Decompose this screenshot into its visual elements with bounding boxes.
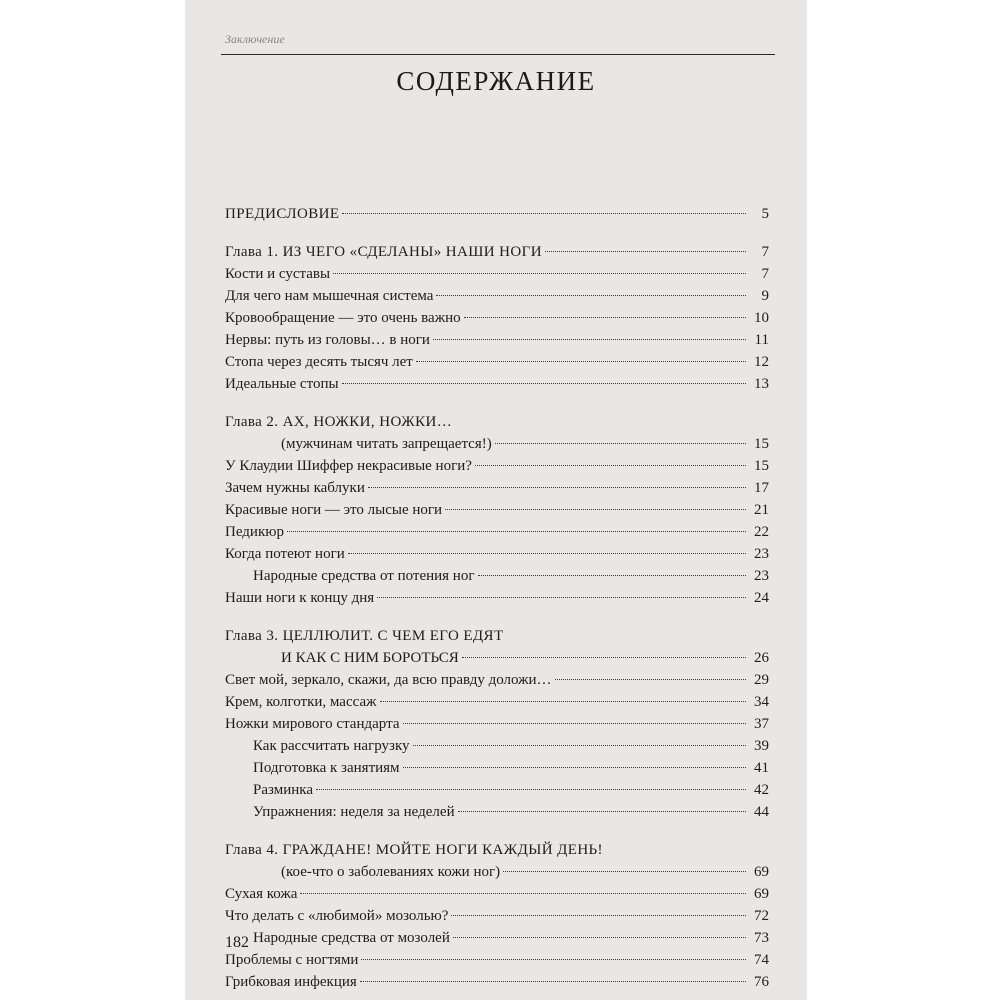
dot-leader — [368, 487, 746, 488]
toc-entry — [225, 455, 769, 477]
toc-entry-page: 41 — [754, 760, 769, 776]
dot-leader — [495, 443, 746, 444]
toc-entry-page: 29 — [754, 672, 769, 688]
dot-leader — [316, 789, 746, 790]
toc-entry — [225, 433, 769, 455]
toc-entry — [225, 263, 769, 285]
toc-entry — [225, 757, 769, 779]
toc-entry-title: Проблемы с ногтями — [225, 952, 359, 968]
toc-entry-title: Кровообращение — это очень важно — [225, 310, 461, 326]
toc-entry-page: 44 — [754, 804, 769, 820]
dot-leader — [380, 701, 747, 702]
toc-entry-page: 15 — [754, 458, 769, 474]
dot-leader — [555, 679, 746, 680]
toc-entry — [225, 565, 769, 587]
toc-entry — [225, 477, 769, 499]
toc-entry-page: 34 — [754, 694, 769, 710]
toc-chapter-entry — [225, 203, 769, 225]
toc-entry — [225, 499, 769, 521]
toc-entry — [225, 971, 769, 993]
toc-entry-page: 9 — [761, 288, 769, 304]
toc-entry-title: И КАК С НИМ БОРОТЬСЯ — [281, 650, 459, 666]
toc-entry — [225, 307, 769, 329]
toc-chapter-heading: Глава 4. ГРАЖДАНЕ! МОЙТЕ НОГИ КАЖДЫЙ ДЕНЬ! — [225, 842, 603, 858]
toc-entry-title: Грибковая инфекция — [225, 974, 357, 990]
dot-leader — [433, 339, 746, 340]
dot-leader — [475, 465, 746, 466]
toc-entry-page: 69 — [754, 864, 769, 880]
toc-entry — [225, 329, 769, 351]
dot-leader — [300, 893, 746, 894]
toc-chapter-entry — [225, 241, 769, 263]
toc-entry — [225, 779, 769, 801]
toc-entry-page: 15 — [754, 436, 769, 452]
toc-entry-title: Для чего нам мышечная система — [225, 288, 434, 304]
toc-entry — [225, 669, 769, 691]
page-number: 182 — [225, 934, 249, 951]
toc-entry-title: Когда потеют ноги — [225, 546, 345, 562]
dot-leader — [403, 723, 747, 724]
toc-entry-page: 12 — [754, 354, 769, 370]
toc-entry-title: Что делать с «любимой» мозолью? — [225, 908, 449, 924]
dot-leader — [377, 597, 746, 598]
header-rule — [221, 54, 775, 55]
toc-entry-page: 73 — [754, 930, 769, 946]
toc-entry-title: Как рассчитать нагрузку — [253, 738, 410, 754]
toc-entry-title: Подготовка к занятиям — [253, 760, 400, 776]
toc-entry-page: 10 — [754, 310, 769, 326]
toc-entry-page: 23 — [754, 568, 769, 584]
toc-entry — [225, 587, 769, 609]
toc-entry-page: 7 — [761, 266, 769, 282]
toc-entry-title: Упражнения: неделя за неделей — [253, 804, 455, 820]
toc-entry-title: Народные средства от мозолей — [253, 930, 450, 946]
toc-entry-title: Красивые ноги — это лысые ноги — [225, 502, 443, 518]
dot-leader — [403, 767, 746, 768]
dot-leader — [545, 251, 746, 252]
toc-entry-title: Нервы: путь из головы… в ноги — [225, 332, 430, 348]
toc-entry-page: 21 — [754, 502, 769, 518]
dot-leader — [478, 575, 747, 576]
toc-entry-page: 17 — [754, 480, 769, 496]
toc-entry — [225, 905, 769, 927]
toc-chapter-heading: Глава 3. ЦЕЛЛЮЛИТ. С ЧЕМ ЕГО ЕДЯТ — [225, 628, 504, 644]
toc-entry-page: 11 — [754, 332, 769, 348]
toc-entry-title: Крем, колготки, массаж — [225, 694, 377, 710]
toc-entry-title: Зачем нужны каблуки — [225, 480, 365, 496]
toc-entry — [225, 883, 769, 905]
toc-entry — [225, 861, 769, 883]
dot-leader — [464, 317, 746, 318]
dot-leader — [453, 937, 746, 938]
toc-entry-title: Педикюр — [225, 524, 284, 540]
toc-entry-page: 76 — [754, 974, 769, 990]
toc-entry-page: 24 — [754, 590, 769, 606]
toc-entry-page: 23 — [754, 546, 769, 562]
toc-entry-title: У Клаудии Шиффер некрасивые ноги? — [225, 458, 472, 474]
toc-entry-title: (кое-что о заболеваниях кожи ног) — [281, 864, 501, 880]
page-title: СОДЕРЖАНИЕ — [396, 66, 596, 96]
toc-entry-title: Сухая кожа — [225, 886, 298, 902]
dot-leader — [360, 981, 746, 982]
running-head: Заключение — [225, 32, 285, 46]
toc-entry-title: Народные средства от потения ног — [253, 568, 475, 584]
toc-entry — [225, 543, 769, 565]
toc-entry-title: Стопа через десять тысяч лет — [225, 354, 413, 370]
dot-leader — [416, 361, 746, 362]
toc-entry-title: Ножки мирового стандарта — [225, 716, 400, 732]
toc-entry — [225, 949, 769, 971]
toc-entry-title: Идеальные стопы — [225, 376, 339, 392]
toc-entry-page: 72 — [754, 908, 769, 924]
table-of-contents — [225, 203, 769, 993]
toc-entry-title: Глава 1. ИЗ ЧЕГО «СДЕЛАНЫ» НАШИ НОГИ — [225, 244, 542, 260]
toc-entry — [225, 647, 769, 669]
dot-leader — [348, 553, 746, 554]
dot-leader — [503, 871, 746, 872]
toc-entry — [225, 691, 769, 713]
toc-gap — [225, 395, 769, 411]
toc-gap — [225, 225, 769, 241]
toc-entry-page: 13 — [754, 376, 769, 392]
toc-entry-page: 26 — [754, 650, 769, 666]
toc-entry-title: Свет мой, зеркало, скажи, да всю правду доложи… — [225, 672, 552, 688]
dot-leader — [451, 915, 746, 916]
toc-entry-page: 37 — [754, 716, 769, 732]
toc-entry-page: 74 — [754, 952, 769, 968]
toc-entry-page: 7 — [761, 244, 769, 260]
toc-chapter-heading: Глава 2. АХ, НОЖКИ, НОЖКИ… — [225, 414, 453, 430]
toc-entry-title: Наши ноги к концу дня — [225, 590, 375, 606]
book-page — [185, 0, 807, 1000]
dot-leader — [342, 213, 746, 214]
dot-leader — [462, 657, 746, 658]
toc-entry-page: 42 — [754, 782, 769, 798]
toc-entry-title: (мужчинам читать запрещается!) — [281, 436, 492, 452]
toc-entry — [225, 927, 769, 949]
dot-leader — [445, 509, 746, 510]
toc-entry-title: Кости и суставы — [225, 266, 331, 282]
toc-gap — [225, 823, 769, 839]
dot-leader — [342, 383, 746, 384]
toc-entry — [225, 285, 769, 307]
dot-leader — [413, 745, 746, 746]
toc-entry — [225, 521, 769, 543]
toc-entry-title: Разминка — [253, 782, 313, 798]
toc-entry — [225, 713, 769, 735]
toc-entry-title: ПРЕДИСЛОВИЕ — [225, 206, 340, 222]
toc-entry — [225, 735, 769, 757]
toc-entry-page: 69 — [754, 886, 769, 902]
toc-entry — [225, 351, 769, 373]
toc-entry — [225, 801, 769, 823]
dot-leader — [333, 273, 746, 274]
dot-leader — [458, 811, 746, 812]
toc-entry-page: 22 — [754, 524, 769, 540]
toc-entry — [225, 373, 769, 395]
dot-leader — [436, 295, 746, 296]
dot-leader — [287, 531, 746, 532]
dot-leader — [361, 959, 746, 960]
toc-entry-page: 5 — [761, 206, 769, 222]
toc-entry-page: 39 — [754, 738, 769, 754]
toc-gap — [225, 609, 769, 625]
